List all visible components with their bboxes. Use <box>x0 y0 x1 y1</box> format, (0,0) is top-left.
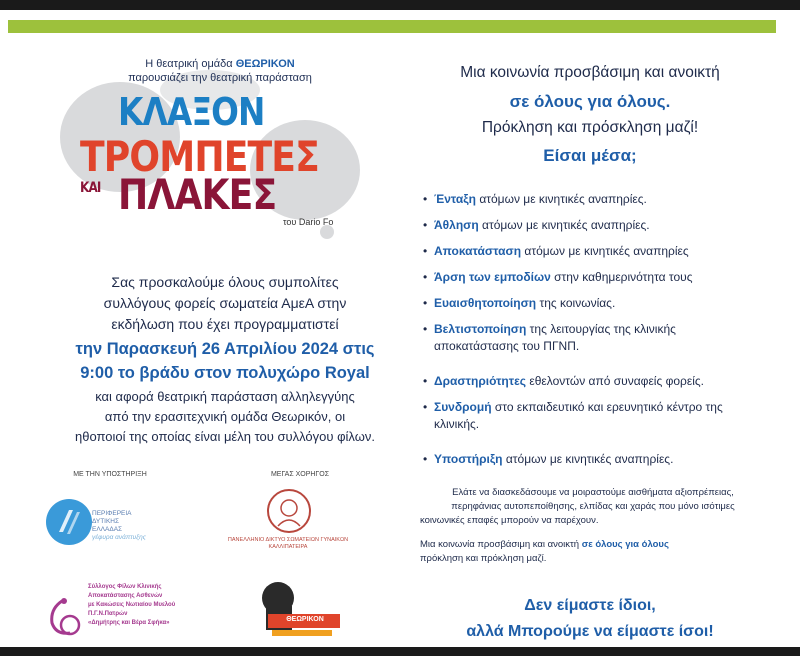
closing-slogan-line: αλλά Μπορούμε να είμαστε ίσοι! <box>466 623 714 640</box>
support-label: ΜΕ ΤΗΝ ΥΠΟΣΤΗΡΙΞΗ <box>73 471 147 478</box>
right-heading-question: Είσαι μέσα; <box>543 146 637 165</box>
poster <box>0 10 800 647</box>
sponsor-label: ΜΕΓΑΣ ΧΟΡΗΓΟΣ <box>270 471 330 478</box>
invite-line: εκδήλωση που έχει προγραμματιστεί <box>111 316 339 332</box>
right-heading-line: Μια κοινωνία προσβάσιμη και ανοικτή <box>460 64 720 81</box>
bullet-dot-icon: • <box>423 322 428 336</box>
right-heading-line: Πρόκληση και πρόσκληση μαζί! <box>481 119 699 136</box>
goal-keyword: Βελτιστοποίηση <box>434 322 527 336</box>
region-logo-line: ΔΥΤΙΚΗΣ <box>92 518 120 525</box>
goal-text: εθελοντών από συναφείς φορείς. <box>526 374 704 388</box>
theorikon-logo-text: ΘΕΩΡΙΚΟΝ <box>286 616 324 623</box>
goal-text: της λειτουργίας της κλινικής αποκατάστασης του ΠΓΝΠ. <box>434 322 676 353</box>
invite-line: Σας προσκαλούμε όλους συμπολίτες <box>111 274 339 290</box>
friends-logo-line: με Κακώσεις Νωτιαίου Μυελού <box>88 602 176 608</box>
bullet-dot-icon: • <box>423 296 428 310</box>
goal-text: ατόμων με κινητικές αναπηρίες. <box>478 218 650 232</box>
play-title-kai: ΚΑΙ <box>80 180 101 196</box>
goal-text: ατόμων με κινητικές αναπηρίες. <box>502 452 674 466</box>
bullet-dot-icon: • <box>423 374 428 388</box>
play-author: του Dario Fo <box>283 217 334 227</box>
closing-slogan-line: Δεν είμαστε ίδιοι, <box>524 597 656 614</box>
intro-prefix: Η θεατρική ομάδα <box>145 58 236 70</box>
region-logo-text <box>92 510 152 542</box>
motto-paragraph <box>420 538 770 552</box>
motto-line2: πρόκληση και πρόκληση μαζί. <box>420 553 547 564</box>
theorikon-logo-icon <box>248 576 340 646</box>
women-network-logo-text: ΠΑΝΕΛΛΗΝΙΟ ΔΙΚΤΥΟ ΣΩΜΑΤΕΙΩΝ ΓΥΝΑΙΚΩΝ ΚΑΛΛΙΠΑΤΕΙΡΑ <box>227 537 349 550</box>
friends-logo-line: «Δημήτρης και Βέρα Σφήκα» <box>88 620 170 626</box>
region-logo-slogan: γέφυρα ανάπτυξης <box>92 534 146 541</box>
closing-paragraph-line: κοινωνικές επαφές μπορούν να παρέχουν. <box>420 515 599 526</box>
ink-splash-decoration <box>320 225 334 239</box>
goal-text: ατόμων με κινητικές αναπηρίες <box>521 244 689 258</box>
friends-logo-line: Π.Γ.Ν.Πατρών <box>88 611 128 617</box>
bullet-dot-icon: • <box>423 400 428 414</box>
bullet-dot-icon: • <box>423 192 428 206</box>
event-datetime-line: την Παρασκευή 26 Απριλίου 2024 στις <box>75 340 375 358</box>
goal-keyword: Συνδρομή <box>434 400 492 414</box>
goal-keyword: Δραστηριότητες <box>434 374 527 388</box>
goal-keyword: Ευαισθητοποίηση <box>434 296 537 310</box>
invite-detail-line: από την ερασιτεχνική ομάδα Θεωρικόν, οι <box>104 409 346 424</box>
goal-text: ατόμων με κινητικές αναπηρίες. <box>475 192 647 206</box>
region-logo-line: ΠΕΡΙΦΕΡΕΙΑ <box>92 510 132 517</box>
region-logo-line: ΕΛΛΑΔΑΣ <box>92 526 123 533</box>
friends-association-logo-text <box>88 583 218 628</box>
goal-text: στο εκπαιδευτικό και ερευνητικό κέντρο της κλινικής. <box>434 400 723 431</box>
goal-keyword: Αποκατάσταση <box>434 244 522 258</box>
closing-paragraph-line: περηφάνιας αυτοπεποίθησης, ελπίδας και χαράς που μόνο ισότιμες <box>451 501 735 512</box>
motto-text: Μια κοινωνία προσβάσιμη και ανοικτή <box>420 539 582 550</box>
invite-line: συλλόγους φορείς σωματεία ΑμεΑ στην <box>103 295 347 311</box>
troupe-intro-line2: παρουσιάζει την θεατρική παράσταση <box>128 72 312 84</box>
women-network-logo-icon <box>266 488 312 534</box>
troupe-name: ΘΕΩΡΙΚΟΝ <box>235 58 295 70</box>
invite-detail-line: ηθοποιοί της οποίας είναι μέλη του συλλόγου φίλων. <box>75 429 375 444</box>
goal-text: στην καθημερινότητα τους <box>550 270 693 284</box>
troupe-intro <box>70 57 370 71</box>
invite-detail-line: και αφορά θεατρική παράσταση αλληλεγγύης <box>95 389 355 404</box>
bullet-dot-icon: • <box>423 218 428 232</box>
goal-keyword: Υποστήριξη <box>434 452 503 466</box>
play-title-line1: ΚΛΑΞΟΝ <box>118 90 265 134</box>
event-datetime-line: 9:00 το βράδυ στον πολυχώρο Royal <box>80 364 370 382</box>
goal-keyword: Άρση των εμποδίων <box>434 270 551 284</box>
friends-association-logo-icon <box>44 595 90 639</box>
bullet-dot-icon: • <box>423 452 428 466</box>
play-title-line2: ΤΡΟΜΠΕΤΕΣ <box>80 132 319 181</box>
friends-logo-line: Σύλλογος Φίλων Κλινικής <box>88 584 162 590</box>
play-title-line3: ΠΛΑΚΕΣ <box>118 170 277 219</box>
top-accent-bar <box>8 20 776 33</box>
region-logo-icon <box>45 498 93 546</box>
bullet-dot-icon: • <box>423 244 428 258</box>
motto-keyword: σε όλους για όλους <box>581 539 669 550</box>
goal-keyword: Άθληση <box>434 218 479 232</box>
friends-logo-line: Αποκατάστασης Ασθενών <box>88 593 163 599</box>
bullet-dot-icon: • <box>423 270 428 284</box>
goal-text: της κοινωνίας. <box>536 296 616 310</box>
right-heading-emphasis: σε όλους για όλους. <box>509 92 671 111</box>
goal-keyword: Ένταξη <box>434 192 476 206</box>
closing-paragraph-line: Ελάτε να διασκεδάσουμε να μοιραστούμε αισθήματα αξιοπρέπειας, <box>452 487 734 498</box>
